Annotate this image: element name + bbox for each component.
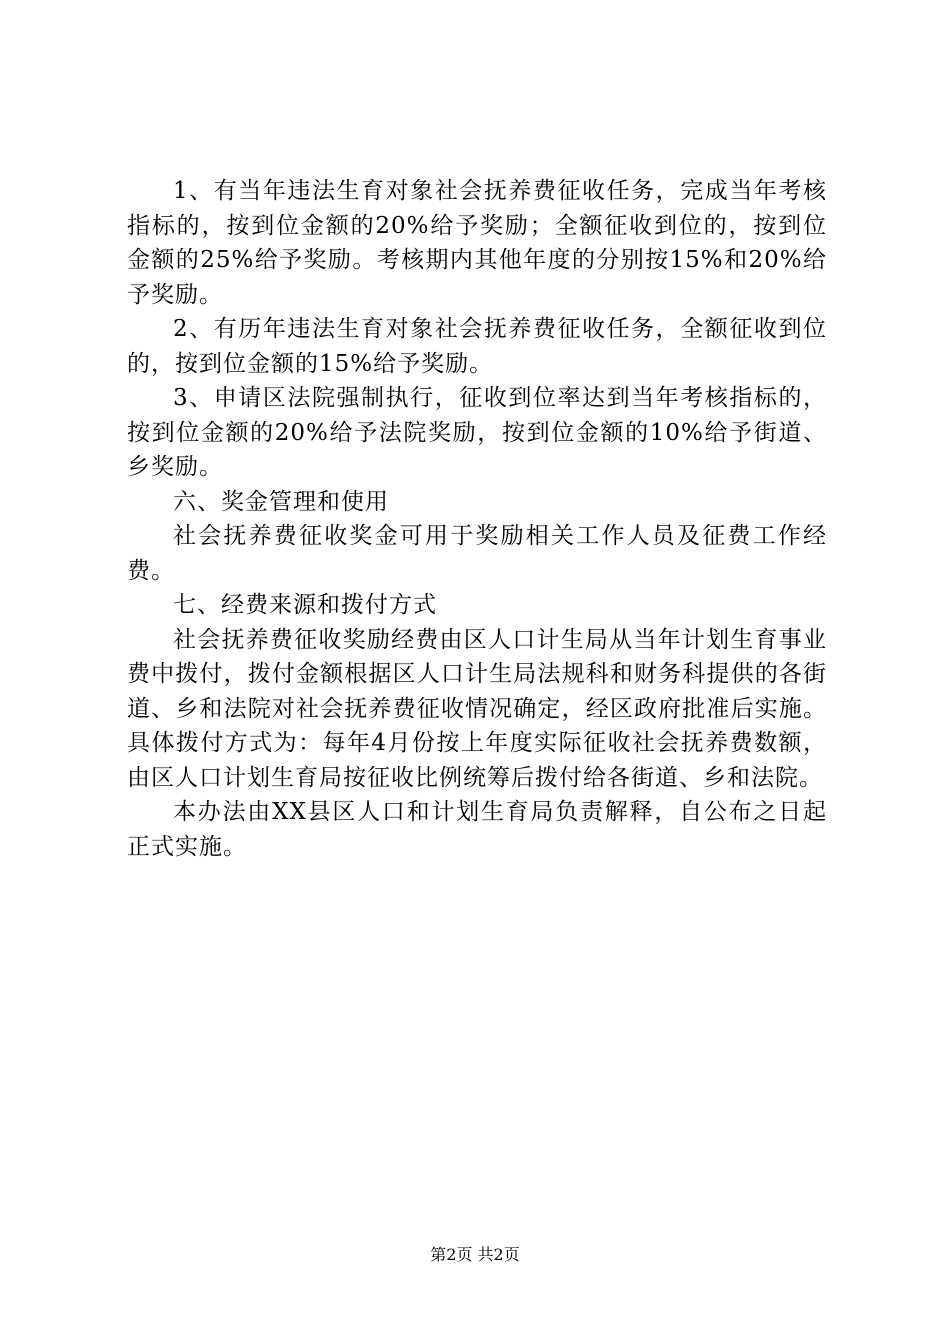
paragraph-item-1-reward: 1、有当年违法生育对象社会抚养费征收任务，完成当年考核指标的，按到位金额的20%给予奖励；全额征收到位的，按到位金额的25%给予奖励。考核期内其他年度的分别按15%和20%给予奖励。 — [127, 178, 827, 308]
page-number-footer: 第2页 共2页 — [430, 1245, 520, 1264]
paragraph-funding-source: 社会抚养费征收奖励经费由区人口计生局从当年计划生育事业费中拨付，拨付金额根据区人口计生局法规科和财务科提供的各街道、乡和法院对社会抚养费征收情况确定，经区政府批准后实施。具体拨付方式为：每年4月份按上年度实际征收社会抚养费数额，由区人口计划生育局按征收比例统筹后拨付给各街道、乡和法院。 — [127, 626, 827, 791]
section-heading-seven: 七、经费来源和拨付方式 — [173, 592, 437, 618]
paragraph-item-2-reward: 2、有历年违法生育对象社会抚养费征收任务，全额征收到位的，按到位金额的15%给予奖励。 — [127, 316, 827, 377]
section-heading-six: 六、奖金管理和使用 — [173, 488, 389, 515]
document-body — [127, 174, 827, 864]
paragraph-item-3-reward: 3、申请区法院强制执行，征收到位率达到当年考核指标的，按到位金额的20%给予法院奖励，按到位金额的10%给予街道、乡奖励。 — [127, 385, 827, 480]
paragraph-interpretation: 本办法由XX县区人口和计划生育局负责解释，自公布之日起正式实施。 — [127, 799, 827, 860]
paragraph-bonus-usage: 社会抚养费征收奖金可用于奖励相关工作人员及征费工作经费。 — [127, 523, 827, 584]
